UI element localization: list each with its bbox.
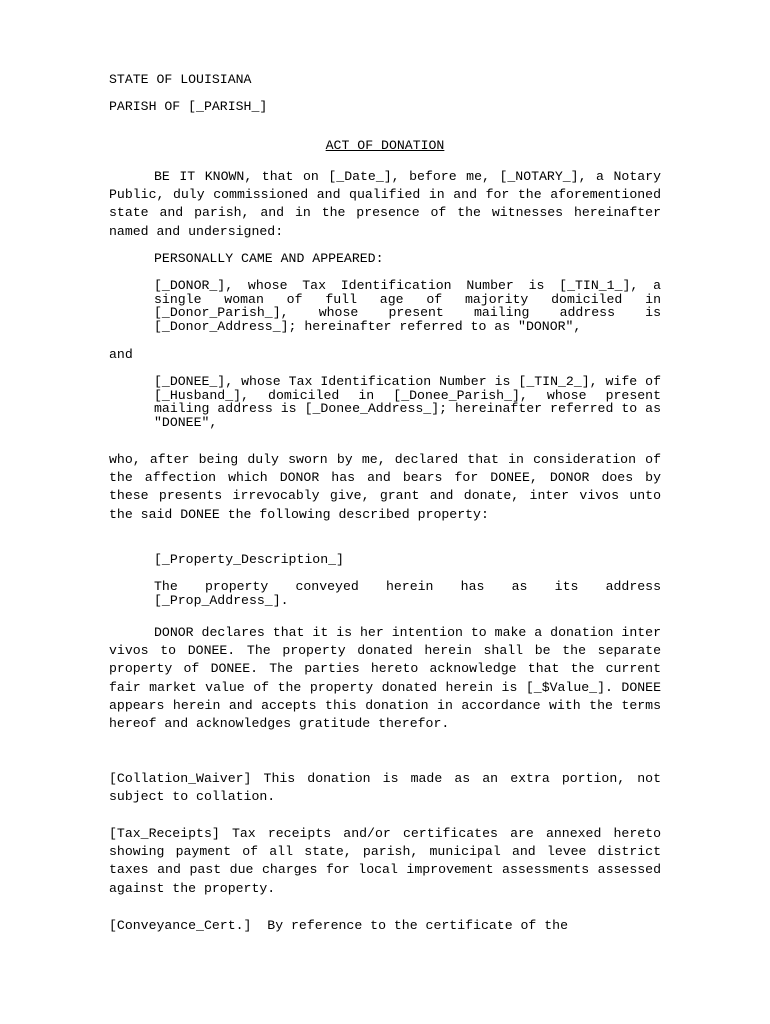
tax-receipts-paragraph: [Tax_Receipts] Tax receipts and/or certificates are annexed hereto showing payment of all state, parish, municipal and levee district taxes and past due charges for local improvement assessments assessed against the property. xyxy=(109,826,661,896)
collation-paragraph: [Collation_Waiver] This donation is made as an extra portion, not subject to collation. xyxy=(109,771,661,805)
document-title: ACT OF DONATION xyxy=(325,138,445,153)
donee-paragraph: [_DONEE_], whose Tax Identification Number is [_TIN_2_], wife of [_Husband_], domiciled in [_Donee_Parish_], whose present mailing address is [_Donee_Address_]; hereinafter referred to as "DONEE", xyxy=(154,374,661,430)
appeared-line: PERSONALLY CAME AND APPEARED: xyxy=(154,251,384,266)
donor-paragraph: [_DONOR_], whose Tax Identification Number is [_TIN_1_], a single woman of full age of majority domiciled in [_Donor_Parish_], whose present mailing address is [_Donor_Address_]; hereinafter referred to as "DONOR", xyxy=(154,278,661,334)
state-heading: STATE OF LOUISIANA xyxy=(109,72,252,87)
property-description-line: [_Property_Description_] xyxy=(154,552,344,567)
declaration-paragraph: who, after being duly sworn by me, declared that in consideration of the affection which DONOR has and bears for DONEE, DONOR does by these presents irrevocably give, grant and donate, inter vivos unto the said DONEE the following described property: xyxy=(109,452,661,522)
conveyance-paragraph: [Conveyance_Cert.] By reference to the certificate of the xyxy=(109,918,568,933)
property-address-paragraph: The property conveyed herein has as its address [_Prop_Address_]. xyxy=(154,579,661,608)
intro-paragraph: BE IT KNOWN, that on [_Date_], before me, [_NOTARY_], a Notary Public, duly commissioned and qualified in and for the aforementioned state and parish, and in the presence of the witnesses hereinafter named and undersigned: xyxy=(109,169,661,239)
parish-heading: PARISH OF [_PARISH_] xyxy=(109,99,268,114)
and-line: and xyxy=(109,347,133,362)
intention-paragraph: DONOR declares that it is her intention to make a donation inter vivos to DONEE. The property donated herein shall be the separate property of DONEE. The parties hereto acknowledge that the current fair market value of the property donated herein is [_$Value_]. DONEE appears herein and accepts this donation in accordance with the terms hereof and acknowledges gratitude therefor. xyxy=(109,625,661,732)
